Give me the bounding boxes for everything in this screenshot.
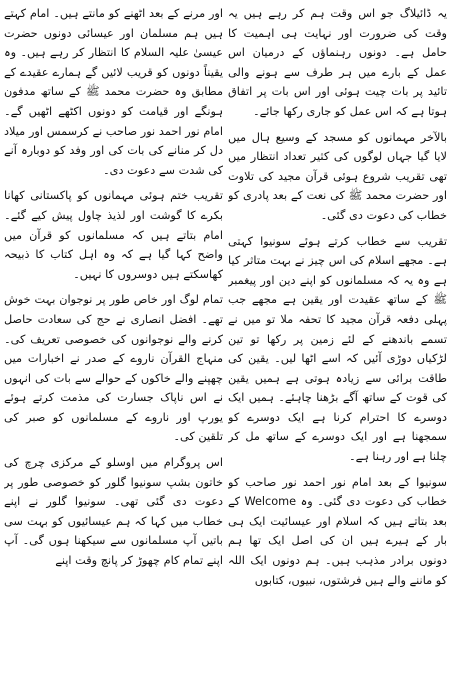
paragraph: یہ ڈائیلاگ جو اس وقت ہم کر رہے ہیں یہ وقت کی ضرورت اور نہایت ہی اہمیت کا حامل ہے۔ دونوں رہنماؤں کے درمیان اس عمل کے بارے میں ہر طرف سے ہونے والی تائید پر بات چیت ہوئی اور اس بات پر اتفاق ہوتا ہے کہ اس عمل کو جاری رکھا جائے۔ <box>228 7 447 118</box>
paragraph: تمام لوگ اور خاص طور پر نوجوان بہت خوش تھے۔ افضل انصاری نے حج کی سعادت حاصل کرنے والے نوجوانوں کی خصوصی تعریف کی۔ منہاج القرآن ناروے کے صدر نے اخبارات میں چھپنے والے خاکوں کے حوالے سے بات کی انہوں نے اس ناپاک جسارت کی مذمت کرتے ہوئے یورپ اور ناروے کے مسلمانوں کو صبر کی تلقین کی۔ <box>4 293 223 444</box>
paragraph: اور مرنے کے بعد اٹھنے کو مانتے ہیں۔ امام کہتے ہیں ہم مسلمان اور عیسائی دونوں حضرت عیسیٰ علیہ السلام کا انتظار کر رہے ہیں۔ وہ یقیناً دونوں کو قریب لائیں گے ہمارے عقیدے کے مطابق وہ حضرت محمد ﷺ کے ساتھ مدفون ہونگے اور قیامت کو دونوں اکٹھے اٹھیں گے۔ امام نور احمد نور صاحب نے کرسمس اور میلاد دل کر منانے کی بات کی اور وفد کو دوبارہ آنے کی شدت سے دعوت دی۔ <box>4 7 223 177</box>
right-column <box>228 4 447 694</box>
paragraph: بالآخر مہمانوں کو مسجد کے وسیع ہال میں لایا گیا جہاں لوگوں کی کثیر تعداد انتظار میں تھی تقریب شروع ہوئی قرآن مجید کی تلاوت اور حضرت محمد ﷺ کی نعت کے بعد پادری کو خطاب کی دعوت دی گئی۔ <box>228 130 447 222</box>
paragraph: اس پروگرام میں اوسلو کے مرکزی چرچ کی خاتون بشپ سونیوا گلور کو خصوصی طور پر دعوت دی گئی تھی۔ سونیوا گلور نے اپنے خطاب میں کہا کہ ہم عیسائیوں کو بہت سی باتیں آپ مسلمانوں سے سیکھنا ہوں گی۔ آپ اپنے تمام کام چھوڑ کر پانچ وقت اپنے <box>4 456 223 568</box>
paragraph: تقریب ختم ہوئی مہمانوں کو پاکستانی کھانا بکرے کا گوشت اور لذیذ چاول پیش کیے گئے۔ امام بتاتے ہیں کہ مسلمانوں کو قرآن میں واضح کہا گیا ہے کہ وہ اہل کتاب کا ذبیحہ کھاسکتے ہیں دوسروں کا نہیں۔ <box>4 189 223 281</box>
left-column <box>4 4 223 694</box>
paragraph: سونیوا کے بعد امام نور احمد نور صاحب کو خطاب کی دعوت دی گئی۔ وہ Welcome کے بعد بتاتے ہیں کہ اسلام اور عیسائیت ایک ہی بار کے ہیرے ہیں ان کی اصل ایک تھا ہم دونوں برادر مذہب ہیں۔ ہم دونوں ایک اللہ کو ماننے والے ہیں فرشتوں، نبیوں، کتابوں <box>228 475 447 587</box>
paragraph: تقریب سے خطاب کرتے ہوئے سونیوا کہتی ہے۔ مجھے اسلام کی اس چیز نے بہت متاثر کیا ہے وہ یہ کہ مسلمانوں کو اپنے دین اور پیغمبر ﷺ کے ساتھ عقیدت اور یقین ہے مجھے جب پہلی دفعہ قرآن مجید کا تحفہ ملا تو میں نے تسمے باندھنے کے لئے زمین پر رکھا تو تین لڑکیاں دوڑی آئیں کہ اسے اٹھا لیں۔ یقین کی طاقت برائی سے زیادہ ہوتی ہے ہمیں یقین کی قوت کے ساتھ آگے بڑھنا چاہئے۔ ہمیں ایک دوسرے کا احترام کرنا ہے ایک دوسرے کو سمجھنا ہے اور ایک دوسرے کے ساتھ مل کر چلنا ہے اور رہنا ہے۔ <box>228 234 447 464</box>
